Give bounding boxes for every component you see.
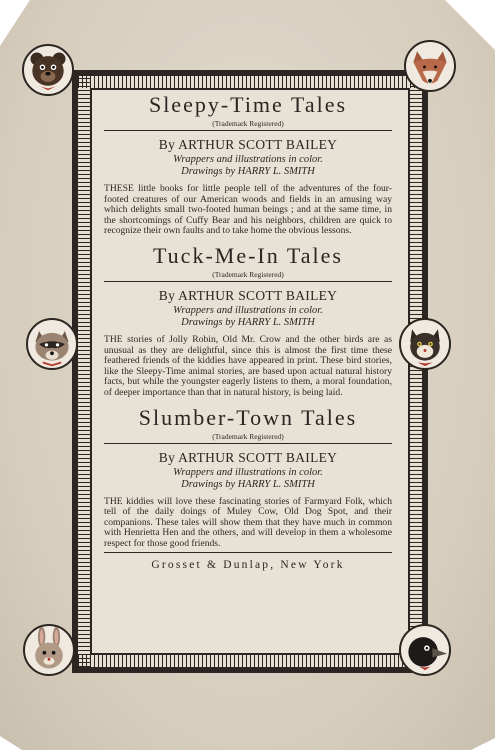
raccoon-icon [26, 318, 78, 370]
divider [104, 281, 392, 282]
series-description: THESE little books for little people tell of the adventures of the four-footed creatures of our American woods and fields in an amusing way which delights small two-footed human beings ; and at the same time, in the shortcomings of Cuffy Bear and his neighbors, children are quick to recognize their own faults and to take home the obvious lessons. [104, 183, 392, 237]
torn-corner [0, 736, 22, 750]
cat-icon [399, 318, 451, 370]
drawings-credit: Drawings by HARRY L. SMITH [181, 166, 315, 177]
trademark-note: (Trademark Registered) [212, 431, 284, 441]
wrappers-note: Wrappers and illustrations in color. [173, 154, 323, 165]
torn-corner [471, 738, 495, 750]
bear-icon [22, 44, 74, 96]
fox-icon [404, 40, 456, 92]
crow-icon [399, 624, 451, 676]
trademark-note: (Trademark Registered) [212, 269, 284, 279]
divider [104, 552, 392, 553]
drawings-credit: Drawings by HARRY L. SMITH [181, 316, 315, 328]
drawings-credit: Drawings by HARRY L. SMITH [181, 478, 315, 490]
torn-corner [445, 0, 495, 50]
series-sleepy-time [104, 92, 392, 237]
author-line: By ARTHUR SCOTT BAILEY [158, 137, 338, 152]
series-description: THE stories of Jolly Robin, Old Mr. Crow and the other birds are as unusual as they are delightful, since this is almost the first time these feathered friends of the kiddies have appeared in print. These bird stories, like the Sleepy-Time animal stories, are based upon actual natural history facts, but while the youngster eagerly listens to them, a moral foundation, of deeper importance than that in natural history, is being laid. [104, 333, 392, 398]
publisher-imprint: Grosset & Dunlap, New York [151, 558, 345, 571]
series-title: Sleepy-Time Tales [148, 92, 348, 117]
divider [104, 443, 392, 444]
torn-corner [0, 0, 30, 46]
book-series-list [104, 86, 392, 571]
series-title: Tuck-Me-In Tales [153, 242, 343, 268]
author-line: By ARTHUR SCOTT BAILEY [158, 449, 338, 465]
series-title: Slumber-Town Tales [138, 404, 358, 430]
wrappers-note: Wrappers and illustrations in color. [173, 304, 323, 316]
divider [104, 130, 392, 131]
series-slumber-town [104, 405, 392, 550]
trademark-note: (Trademark Registered) [212, 119, 284, 128]
series-tuck-me-in [104, 243, 392, 399]
author-line: By ARTHUR SCOTT BAILEY [158, 287, 338, 303]
rabbit-icon [23, 624, 75, 676]
series-description: THE kiddies will love these fascinating stories of Farmyard Folk, which tell of the daily doings of Muley Cow, Old Dog Spot, and their companions. These tales will show them that they have much in common with Henrietta Hen and the others, and will develop in them a wholesome respect for those good friends. [104, 495, 392, 549]
wrappers-note: Wrappers and illustrations in color. [173, 466, 323, 478]
